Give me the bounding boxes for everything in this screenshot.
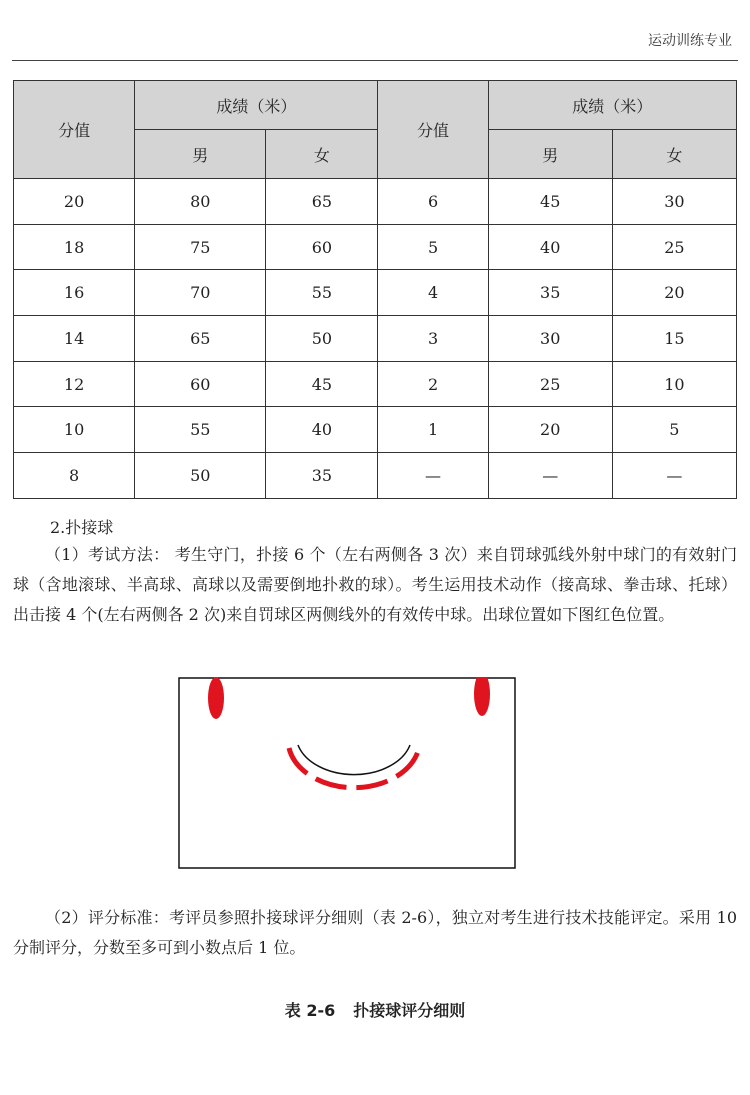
table-cell: 45 bbox=[488, 179, 612, 225]
header-male-left: 男 bbox=[135, 130, 266, 179]
table-cell: 50 bbox=[266, 316, 378, 362]
table-cell: 20 bbox=[488, 407, 612, 453]
table-cell: 5 bbox=[612, 407, 736, 453]
table-cell: 35 bbox=[266, 453, 378, 499]
table-cell: 20 bbox=[14, 179, 135, 225]
table-cell: 55 bbox=[135, 407, 266, 453]
table-cell: 65 bbox=[266, 179, 378, 225]
table-cell: 10 bbox=[14, 407, 135, 453]
table-cell: 60 bbox=[266, 224, 378, 270]
page-header: 运动训练专业 bbox=[648, 33, 732, 49]
table-cell: 4 bbox=[378, 270, 488, 316]
table-cell: 3 bbox=[378, 316, 488, 362]
table-row bbox=[14, 407, 737, 453]
table-cell: 8 bbox=[14, 453, 135, 499]
header-female-right: 女 bbox=[612, 130, 736, 179]
shot-zone-arc bbox=[289, 748, 419, 788]
table-cell: 45 bbox=[266, 361, 378, 407]
table-cell: 2 bbox=[378, 361, 488, 407]
table-caption bbox=[0, 998, 750, 1021]
penalty-arc bbox=[298, 745, 410, 775]
table-cell: 40 bbox=[266, 407, 378, 453]
table-cell: 14 bbox=[14, 316, 135, 362]
header-score-left: 分值 bbox=[14, 81, 135, 179]
table-cell: 60 bbox=[135, 361, 266, 407]
table-cell: 5 bbox=[378, 224, 488, 270]
table-cell: 55 bbox=[266, 270, 378, 316]
caption-label: 表 2-6 bbox=[284, 1001, 336, 1020]
table-cell: 16 bbox=[14, 270, 135, 316]
table-cell: — bbox=[612, 453, 736, 499]
section-title: 2.扑接球 bbox=[50, 518, 114, 537]
table-cell: 25 bbox=[612, 224, 736, 270]
table-cell: 80 bbox=[135, 179, 266, 225]
method-paragraph: （1）考试方法： 考生守门，扑接 6 个（左右两侧各 3 次）来自罚球弧线外射中球门的有效射门球（含地滚球、半高球、高球以及需要倒地扑救的球）。考生运用技术动作（接高球、拳击球、托球）出击接 4 个(左右两侧各 2 次)来自罚球区两侧线外的有效传中球。出球位置如下图红色位置。 bbox=[13, 545, 737, 624]
table-cell: 70 bbox=[135, 270, 266, 316]
table-row bbox=[14, 316, 737, 362]
table-row bbox=[14, 270, 737, 316]
table-cell: 12 bbox=[14, 361, 135, 407]
right-cross-marker bbox=[474, 677, 490, 716]
table-cell: 35 bbox=[488, 270, 612, 316]
table-cell: 20 bbox=[612, 270, 736, 316]
table-row bbox=[14, 361, 737, 407]
table-row bbox=[14, 179, 737, 225]
table-cell: 1 bbox=[378, 407, 488, 453]
header-score-right: 分值 bbox=[378, 81, 488, 179]
header-result-left: 成绩（米） bbox=[135, 81, 378, 130]
table-cell: 15 bbox=[612, 316, 736, 362]
header-female-left: 女 bbox=[266, 130, 378, 179]
left-cross-marker bbox=[208, 677, 224, 719]
header-result-right: 成绩（米） bbox=[488, 81, 736, 130]
table-row bbox=[14, 453, 737, 499]
table-cell: 10 bbox=[612, 361, 736, 407]
table-cell: 30 bbox=[488, 316, 612, 362]
score-table bbox=[13, 80, 737, 499]
table-cell: — bbox=[488, 453, 612, 499]
table-cell: 65 bbox=[135, 316, 266, 362]
table-row bbox=[14, 224, 737, 270]
table-cell: 30 bbox=[612, 179, 736, 225]
table-cell: 25 bbox=[488, 361, 612, 407]
header-male-right: 男 bbox=[488, 130, 612, 179]
standard-paragraph: （2）评分标准：考评员参照扑接球评分细则（表 2-6），独立对考生进行技术技能评定。采用 10 分制评分，分数至多可到小数点后 1 位。 bbox=[13, 908, 737, 957]
table-cell: 75 bbox=[135, 224, 266, 270]
goal-diagram bbox=[178, 677, 516, 869]
table-cell: — bbox=[378, 453, 488, 499]
header-rule bbox=[12, 60, 738, 61]
table-cell: 50 bbox=[135, 453, 266, 499]
table-cell: 6 bbox=[378, 179, 488, 225]
table-cell: 40 bbox=[488, 224, 612, 270]
penalty-area-outline bbox=[179, 678, 515, 868]
caption-title: 扑接球评分细则 bbox=[353, 1001, 466, 1020]
table-cell: 18 bbox=[14, 224, 135, 270]
